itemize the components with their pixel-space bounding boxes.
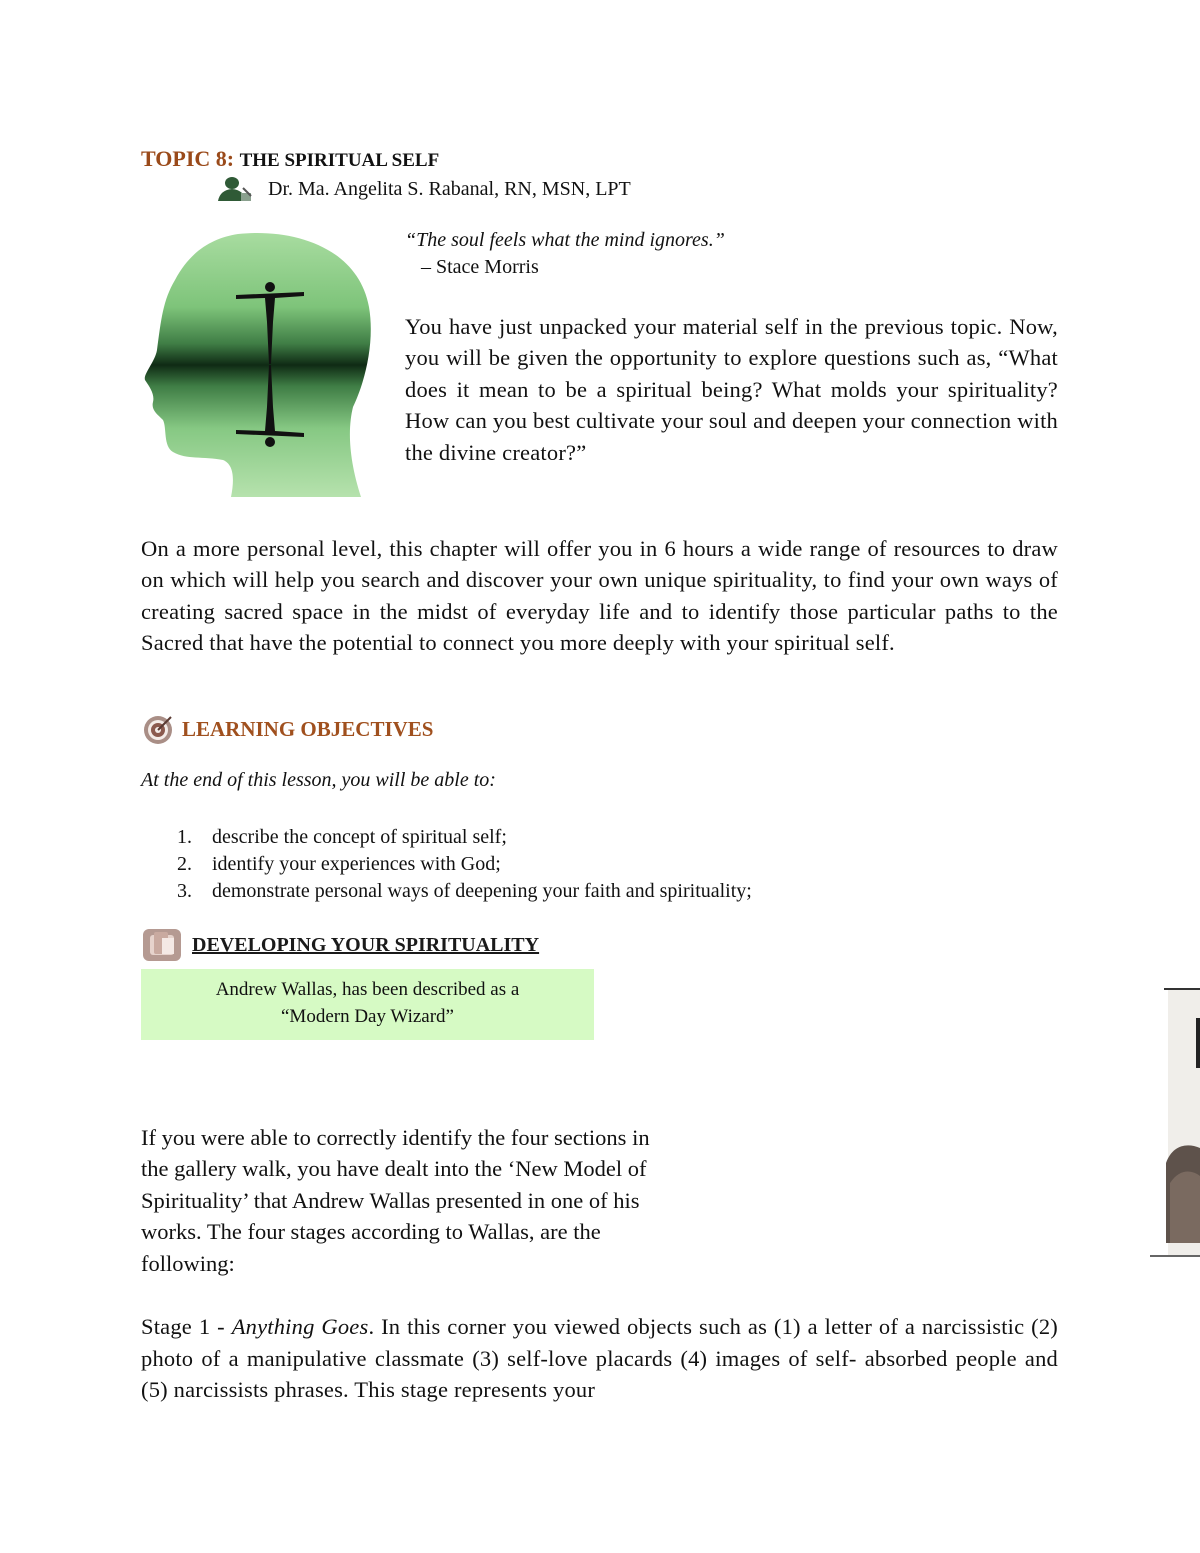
- author-name: Dr. Ma. Angelita S. Rabanal, RN, MSN, LPT: [268, 177, 631, 200]
- objectives-intro: At the end of this lesson, you will be able to:: [141, 769, 496, 791]
- author-icon: [214, 175, 254, 203]
- side-photo-fragment: [1150, 988, 1200, 1258]
- personal-paragraph: On a more personal level, this chapter will offer you in 6 hours a wide range of resources to draw on which will help you search and discover your own unique spirituality, to find your own ways of creating sacred space in the midst of everyday life and to identify those particular paths to the Sacred that have the potential to connect you more deeply with your spiritual self.: [141, 536, 1058, 656]
- stage-description: . In this corner you viewed objects such as (1) a letter of a narcissistic (2) photo of a manipulative classmate (3) self-love placards (4) images of self- absorbed people and (5) narcissists phrases. This stage represents your: [141, 1314, 1059, 1403]
- stage-label: Stage 1 -: [141, 1314, 232, 1339]
- folder-icon: [142, 928, 182, 962]
- stage1-paragraph: [141, 1311, 1058, 1406]
- topic-title: THE SPIRITUAL SELF: [239, 150, 440, 171]
- stage-name: Anything Goes: [231, 1314, 369, 1339]
- developing-title: DEVELOPING YOUR SPIRITUALITY: [192, 933, 540, 956]
- list-item-number: 3.: [177, 880, 192, 902]
- wallas-callout: [141, 969, 594, 1040]
- list-item: [141, 851, 752, 878]
- list-item-text: describe the concept of spiritual self;: [212, 826, 507, 848]
- list-item-number: 2.: [177, 853, 192, 875]
- list-item-text: identify your experiences with God;: [212, 853, 501, 875]
- developing-heading: [142, 928, 539, 962]
- head-silhouette-illustration: [143, 232, 373, 497]
- callout-line: “Modern Day Wizard”: [281, 1006, 454, 1027]
- topic-label: TOPIC 8:: [141, 146, 235, 171]
- list-item: [141, 824, 752, 851]
- learning-objectives-heading: [142, 713, 433, 745]
- list-item-number: 1.: [177, 826, 192, 848]
- gallery-paragraph: If you were able to correctly identify the four sections in the gallery walk, you have dealt into the ‘New Model of Spirituality’ that Andrew Wallas presented in one of his works. The four stages according to Wallas, are the following:: [141, 1125, 650, 1276]
- author-line: [214, 175, 631, 203]
- objectives-list: [141, 824, 752, 905]
- learning-objectives-title: LEARNING OBJECTIVES: [182, 716, 434, 741]
- topic-heading: [141, 146, 439, 172]
- list-item-text: demonstrate personal ways of deepening your faith and spirituality;: [212, 880, 752, 902]
- intro-paragraph: You have just unpacked your material self in the previous topic. Now, you will be given the opportunity to explore questions such as, “What does it mean to be a spiritual being? What molds your spirituality? How can you best cultivate your soul and deepen your connection with the divine creator?”: [405, 314, 1058, 465]
- list-item: [141, 878, 752, 905]
- callout-line: Andrew Wallas, has been described as a: [215, 979, 520, 1000]
- quote-text: “The soul feels what the mind ignores.”: [405, 229, 725, 251]
- target-icon: [142, 713, 174, 745]
- quote-author: – Stace Morris: [421, 256, 539, 278]
